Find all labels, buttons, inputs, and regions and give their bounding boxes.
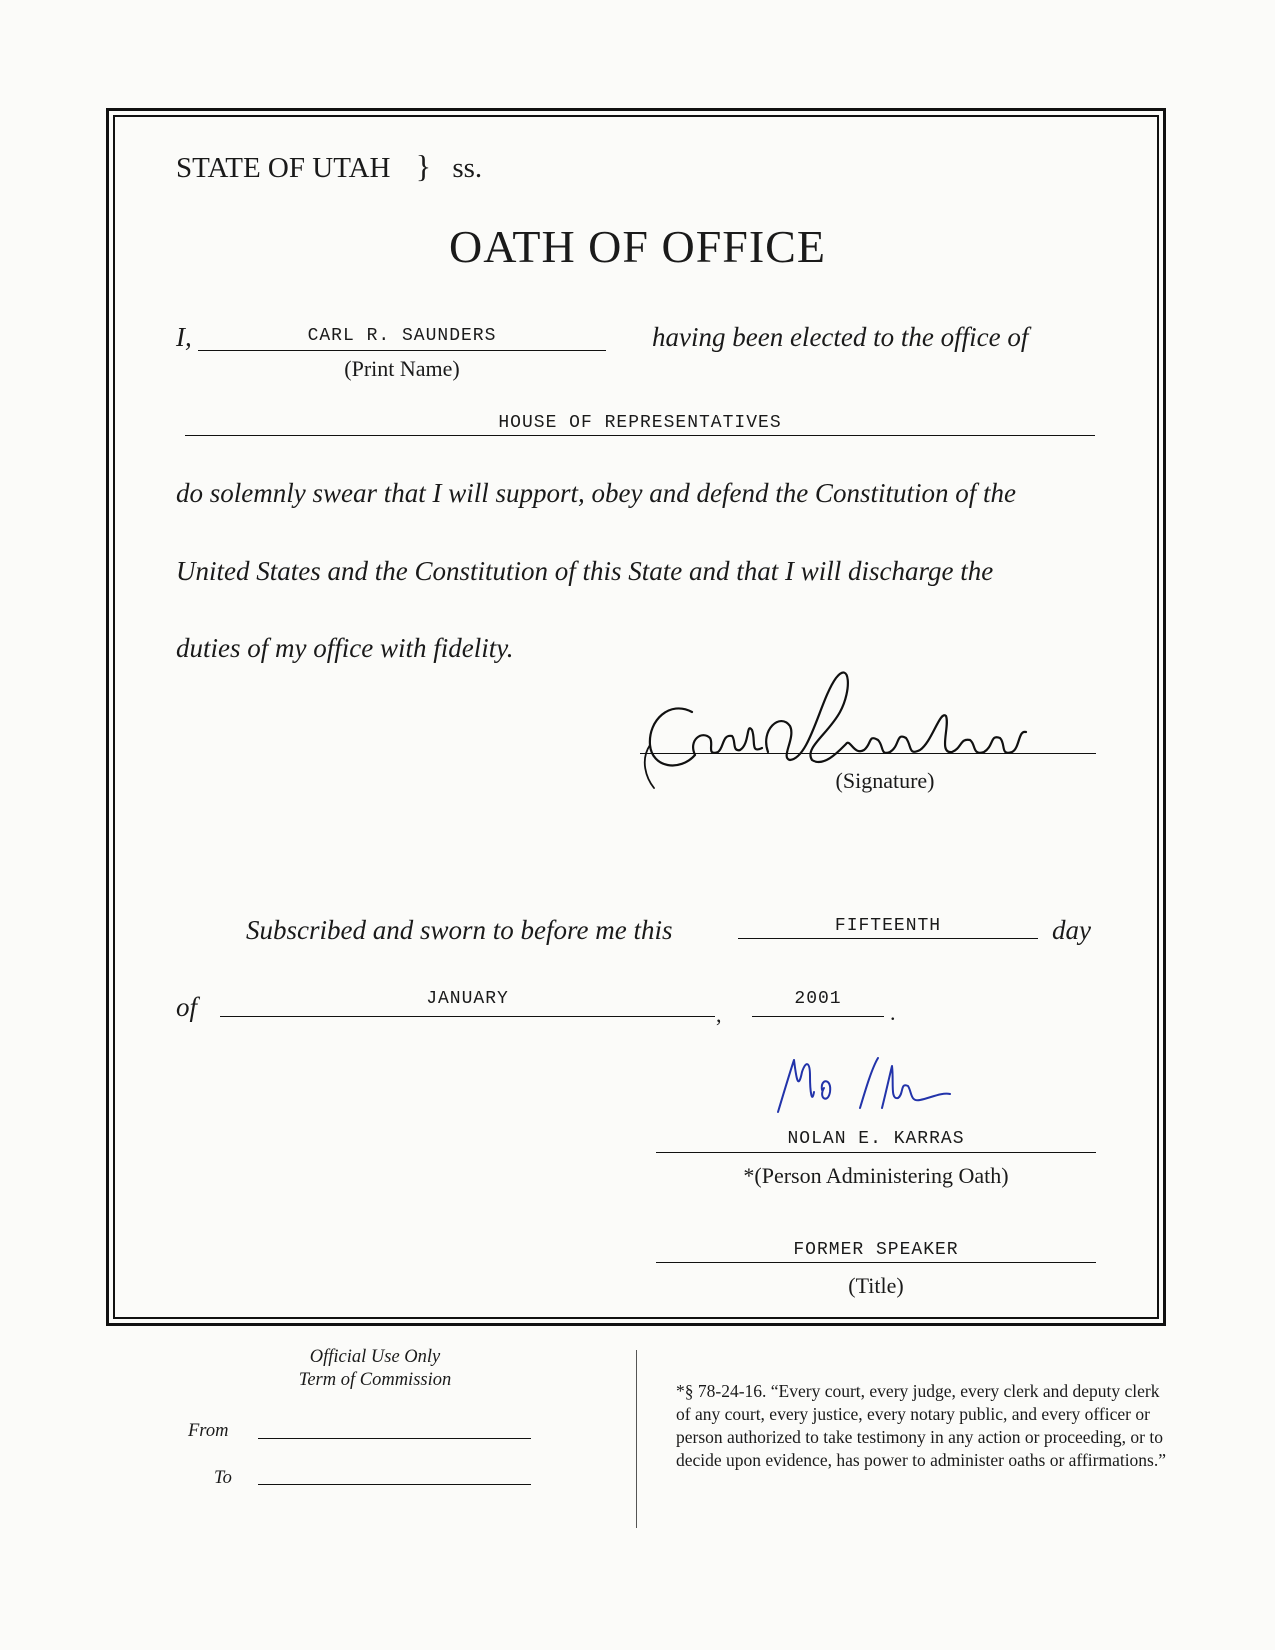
administrator-signature	[770, 1052, 960, 1122]
document-title: OATH OF OFFICE	[449, 221, 826, 272]
signature-line	[640, 753, 1096, 754]
day-line	[738, 938, 1038, 939]
footer-divider	[636, 1350, 637, 1528]
office-line	[185, 435, 1095, 436]
print-name-value: CARL R. SAUNDERS	[307, 326, 497, 346]
day-word: day	[1052, 915, 1091, 945]
state-name: STATE OF UTAH	[176, 152, 391, 184]
to-label: To	[214, 1468, 232, 1488]
oath-line-1: do solemnly swear that I will support, obey and defend the Constitution of the	[176, 478, 1016, 508]
from-label: From	[188, 1421, 229, 1441]
month-line	[220, 1016, 715, 1017]
oath-pronoun: I,	[176, 322, 192, 352]
month-value: JANUARY	[426, 989, 509, 1009]
signature-caption: (Signature)	[835, 768, 935, 793]
year-value: 2001	[794, 989, 842, 1009]
oath-line-2: United States and the Constitution of this State and that I will discharge the	[176, 556, 994, 586]
date-period: .	[890, 1000, 896, 1025]
state-ss: ss.	[452, 152, 483, 184]
administrator-line	[656, 1152, 1096, 1153]
administrator-value: NOLAN E. KARRAS	[787, 1129, 965, 1149]
title-line	[656, 1262, 1096, 1263]
administrator-caption: *(Person Administering Oath)	[743, 1163, 1009, 1188]
title-value: FORMER SPEAKER	[793, 1240, 959, 1260]
print-name-line	[198, 350, 606, 351]
print-name-caption: (Print Name)	[344, 356, 460, 381]
official-use-heading-1: Official Use Only	[309, 1347, 441, 1367]
official-use-heading-2: Term of Commission	[298, 1370, 452, 1390]
statute-text: *§ 78-24-16. “Every court, every judge, every clerk and deputy clerk of any court, every justice, every notary public, and every officer or person authorized to take testimony in any action or proceeding, or to decide upon evidence, has power to administer oaths or affirmations.”	[676, 1381, 1167, 1470]
office-value: HOUSE OF REPRESENTATIVES	[498, 413, 782, 433]
from-line[interactable]	[258, 1438, 531, 1439]
of-word: of	[176, 992, 198, 1022]
oath-line-3: duties of my office with fidelity.	[176, 633, 514, 663]
day-value: FIFTEENTH	[834, 916, 942, 936]
year-line	[752, 1016, 884, 1017]
title-caption: (Title)	[848, 1273, 904, 1298]
sworn-intro: Subscribed and sworn to before me this	[246, 915, 673, 945]
state-brace: }	[415, 148, 432, 184]
elected-text: having been elected to the office of	[652, 322, 1029, 352]
date-comma: ,	[716, 1002, 722, 1027]
to-line[interactable]	[258, 1484, 531, 1485]
state-heading	[176, 148, 482, 185]
official-use-heading	[230, 1346, 520, 1392]
